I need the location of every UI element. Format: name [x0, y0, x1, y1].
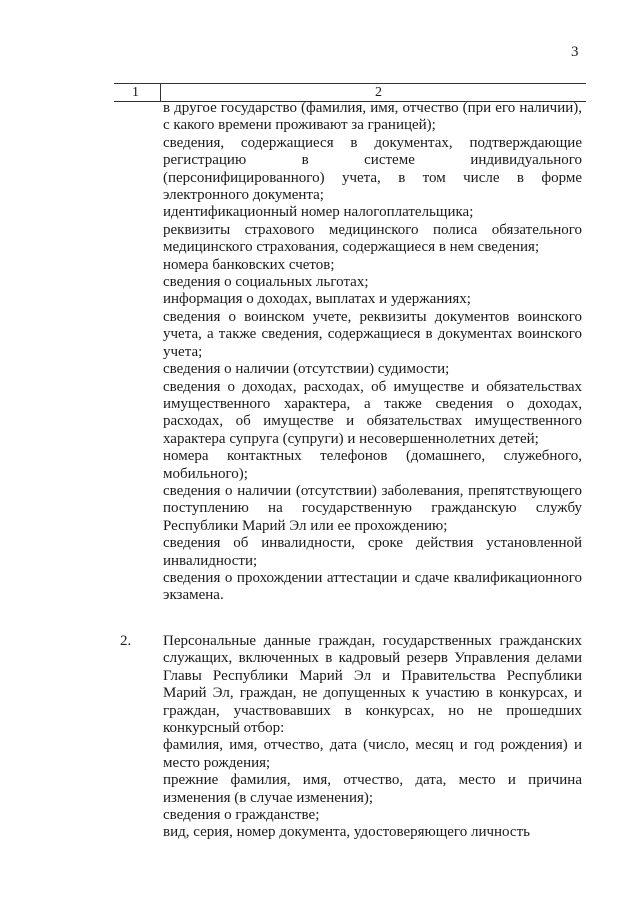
list-item: информация о доходах, выплатах и удержаниях;	[163, 291, 471, 308]
table-column-divider	[160, 84, 161, 101]
list-item: сведения о социальных льготах;	[163, 274, 369, 291]
list-item: сведения о наличии (отсутствии) заболевания, препятствующего поступлению на государственную гражданскую службу Республики Марий Эл или ее прохождению;	[163, 482, 582, 534]
section2-text	[163, 633, 582, 842]
list-item: реквизиты страхового медицинского полиса обязательного медицинского страхования, содержащиеся в нем сведения;	[163, 221, 582, 256]
list-item: идентификационный номер налогоплательщика;	[163, 204, 474, 221]
page-number: 3	[571, 44, 579, 60]
list-item: фамилия, имя, отчество, дата (число, месяц и год рождения) и место рождения;	[163, 737, 582, 771]
list-item: сведения о гражданстве;	[163, 807, 320, 824]
list-item: номера банковских счетов;	[163, 256, 335, 273]
table-header-col2: 2	[375, 85, 382, 100]
list-item: вид, серия, номер документа, удостоверяющего личность	[163, 824, 530, 841]
list-item: прежние фамилия, имя, отчество, дата, место и причина изменения (в случае изменения);	[163, 772, 582, 806]
list-item: сведения, содержащиеся в документах, подтверждающие регистрацию в системе индивидуального (персонифицированного) учета, в том числе в форме электронного документа;	[163, 134, 582, 204]
list-item: в другое государство (фамилия, имя, отчество (при его наличии), с какого времени проживают за границей);	[163, 100, 582, 134]
list-item: сведения о наличии (отсутствии) судимости;	[163, 361, 450, 378]
list-item: сведения о прохождении аттестации и сдаче квалификационного экзамена.	[163, 569, 582, 604]
list-item: сведения о воинском учете, реквизиты документов воинского учета, а также сведения, содержащиеся в документах воинского учета;	[163, 308, 582, 360]
section2-number: 2.	[120, 633, 132, 649]
list-item: Персональные данные граждан, государственных гражданских служащих, включенных в кадровый резерв Управления делами Главы Республики Марий Эл и Правительства Республики Марий Эл, граждан, не допущенных к участию в конкурсах, и граждан, участвовавших в конкурсах, но не прошедших конкурсный отбор:	[163, 633, 582, 737]
list-item: номера контактных телефонов (домашнего, служебного, мобильного);	[163, 448, 582, 482]
list-item: сведения об инвалидности, сроке действия установленной инвалидности;	[163, 535, 582, 569]
table-header-col1: 1	[132, 85, 139, 100]
list-item: сведения о доходах, расходах, об имуществе и обязательствах имущественного характера, а также сведения о доходах, расходах, об имуществе и обязательствах имущественного характера супруга (супруги) и несовершеннолетних детей;	[163, 378, 582, 447]
section1-text	[163, 100, 582, 605]
